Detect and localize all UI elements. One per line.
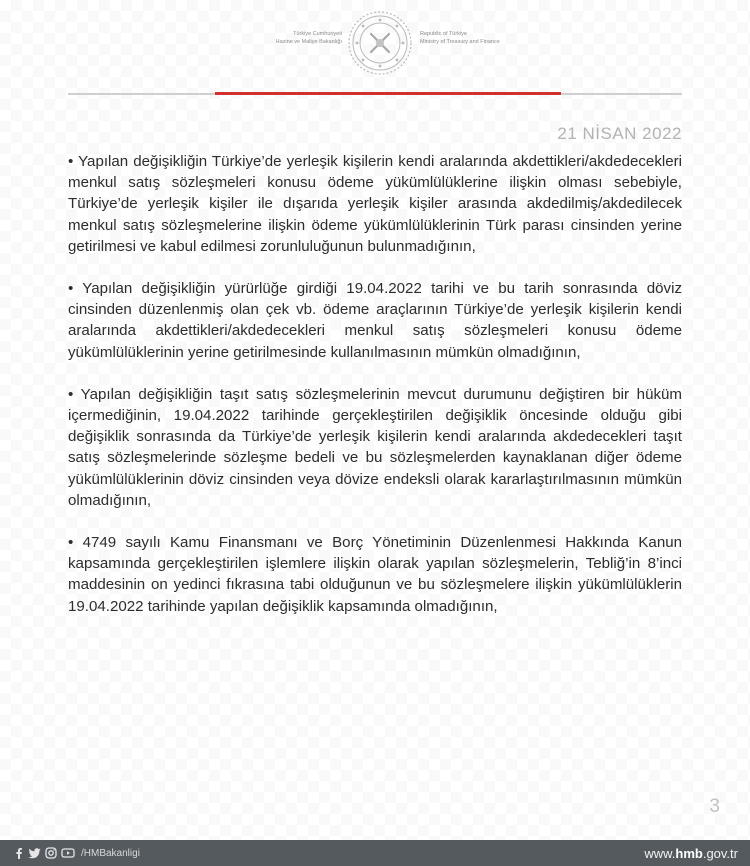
bullet-paragraph: • 4749 sayılı Kamu Finansmanı ve Borç Yönetiminin Düzenlenmesi Hakkında Kanun kapsamında gerçekleştirilen işlemlere ilişkin olarak yapılan sözleşmelerin, Tebliğ’in 8’inci maddesinin on yedinci fıkrasına tabi olduğunun ve bu sözleşmelere ilişkin yükümlülüklerin 19.04.2022 tarihinde yapılan değişiklik kapsamında olmadığının, <box>68 534 682 615</box>
org-name-line: Türkiye Cumhuriyeti <box>293 31 342 37</box>
social-links <box>14 846 140 860</box>
instagram-icon[interactable] <box>45 847 57 859</box>
page-header <box>0 0 750 92</box>
bullet-paragraph: • Yapılan değişikliğin yürürlüğe girdiği 19.04.2022 tarihi ve bu tarih sonrasında döviz cinsinden düzenlenmiş olan çek vb. ödeme araçlarının Türkiye’de yerleşik kişilerin kendi aralarında akdettikleri/akdedecekleri menkul satış sözleşmeleri konusu ödeme yükümlülüklerinin yerine getirilmesinde kullanılmasının mümkün olmadığının, <box>68 280 682 361</box>
org-name-turkish <box>192 30 342 46</box>
facebook-icon[interactable] <box>14 847 24 859</box>
twitter-icon[interactable] <box>28 847 41 859</box>
org-name-english <box>420 30 570 46</box>
social-handle[interactable]: /HMBakanligi <box>81 847 140 859</box>
ministry-seal-icon <box>347 10 413 76</box>
document-date: 21 NİSAN 2022 <box>557 124 682 143</box>
footer-bar <box>0 840 750 866</box>
header-accent-bar <box>215 92 561 95</box>
youtube-icon[interactable] <box>61 847 75 859</box>
org-name-line: Hazine ve Maliye Bakanlığı <box>275 39 342 45</box>
document-body <box>68 151 682 638</box>
org-name-line: Ministry of Treasury and Finance <box>420 39 500 45</box>
site-domain: hmb <box>675 846 703 861</box>
bullet-paragraph: • Yapılan değişikliğin taşıt satış sözleşmelerinin mevcut durumunu değiştiren bir hüküm içermediğinin, 19.04.2022 tarihinde gerçekleştirilen değişiklik öncesinde olduğu gibi değişiklik sonrasında da Türkiye’de yerleşik kişilerin kendi aralarında akdedecekleri taşıt satış sözleşmelerinde sözleşme bedeli ve bu sözleşmelerden kaynaklanan diğer ödeme yükümlülüklerinin döviz cinsinden veya dövize endeksli olarak kararlaştırılmasının mümkün olmadığının, <box>68 385 682 509</box>
page-number: 3 <box>709 796 720 817</box>
site-prefix: www. <box>644 846 676 861</box>
website-link[interactable] <box>644 846 738 861</box>
org-name-line: Republic of Türkiye <box>420 31 467 37</box>
bullet-paragraph: • Yapılan değişikliğin Türkiye’de yerleşik kişilerin kendi aralarında akdettikleri/akdedecekleri menkul satış sözleşmeleri konusu ödeme yükümlülüklerine ilişkin olması sebebiyle, Türkiye’de yerleşik kişiler ile dışarıda yerleşik kişiler arasında akdedilmiş/akdedilecek menkul satış sözleşmelerine ilişkin ödeme yükümlülüklerinin Türk parası cinsinden yerine getirilmesi ve kabul edilmesi zorunluluğunun bulunmadığının, <box>68 153 682 255</box>
site-suffix: .gov.tr <box>702 846 738 861</box>
